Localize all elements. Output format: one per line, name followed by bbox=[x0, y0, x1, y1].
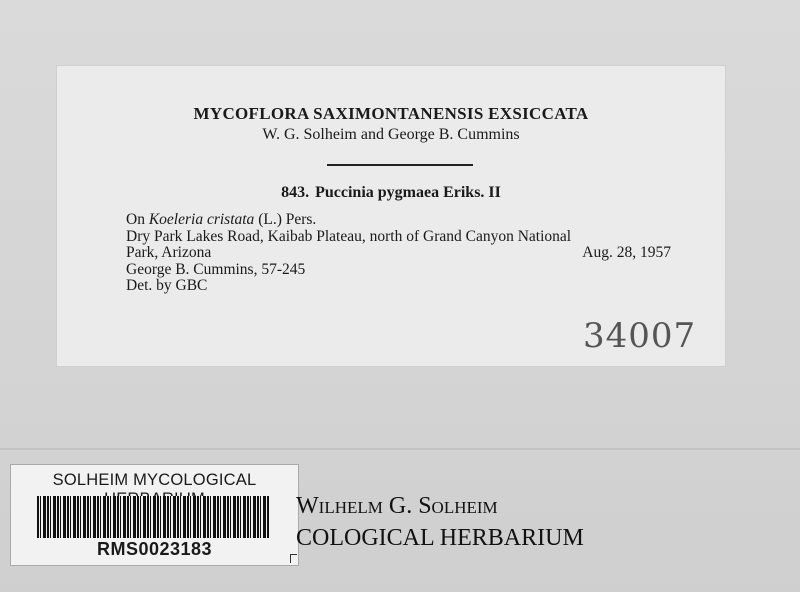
stamp-line-1: Wilhelm G. Solheim bbox=[296, 493, 498, 519]
title-divider bbox=[327, 164, 473, 166]
locality-date-row bbox=[126, 245, 671, 262]
specimen-number: 843. bbox=[281, 184, 310, 201]
specimen-label bbox=[57, 66, 725, 366]
determiner-line: Det. by GBC bbox=[126, 277, 208, 294]
host-line bbox=[126, 212, 671, 229]
species-heading bbox=[57, 184, 725, 202]
species-name: Puccinia pygmaea Eriks. II bbox=[315, 184, 501, 201]
barcode-graphic bbox=[37, 496, 269, 538]
collection-date: Aug. 28, 1957 bbox=[582, 244, 671, 261]
exsiccata-authors: W. G. Solheim and George B. Cummins bbox=[262, 126, 520, 143]
exsiccata-title: MYCOFLORA SAXIMONTANENSIS EXSICCATA bbox=[193, 104, 589, 123]
packet-fold bbox=[0, 448, 800, 450]
herbarium-name: SOLHEIM MYCOLOGICAL bbox=[52, 471, 257, 489]
host-name: Koeleria cristata bbox=[148, 211, 255, 228]
herbarium-barcode-tag bbox=[10, 464, 299, 566]
barcode-number: RMS0023183 bbox=[96, 539, 213, 559]
accession-number: 34007 bbox=[583, 316, 697, 356]
collector-line: George B. Cummins, 57-245 bbox=[126, 260, 306, 278]
stamp-line-2: COLOGICAL HERBARIUM bbox=[296, 525, 584, 551]
locality-line-1: Dry Park Lakes Road, Kaibab Plateau, north of Grand Canyon National bbox=[126, 227, 572, 245]
host-authority: (L.) Pers. bbox=[254, 211, 317, 228]
specimen-details bbox=[126, 212, 671, 295]
locality-line-2: Park, Arizona bbox=[126, 244, 212, 261]
host-prefix: On bbox=[126, 211, 149, 228]
herbarium-stamp bbox=[296, 490, 584, 554]
corner-mark bbox=[290, 554, 297, 563]
